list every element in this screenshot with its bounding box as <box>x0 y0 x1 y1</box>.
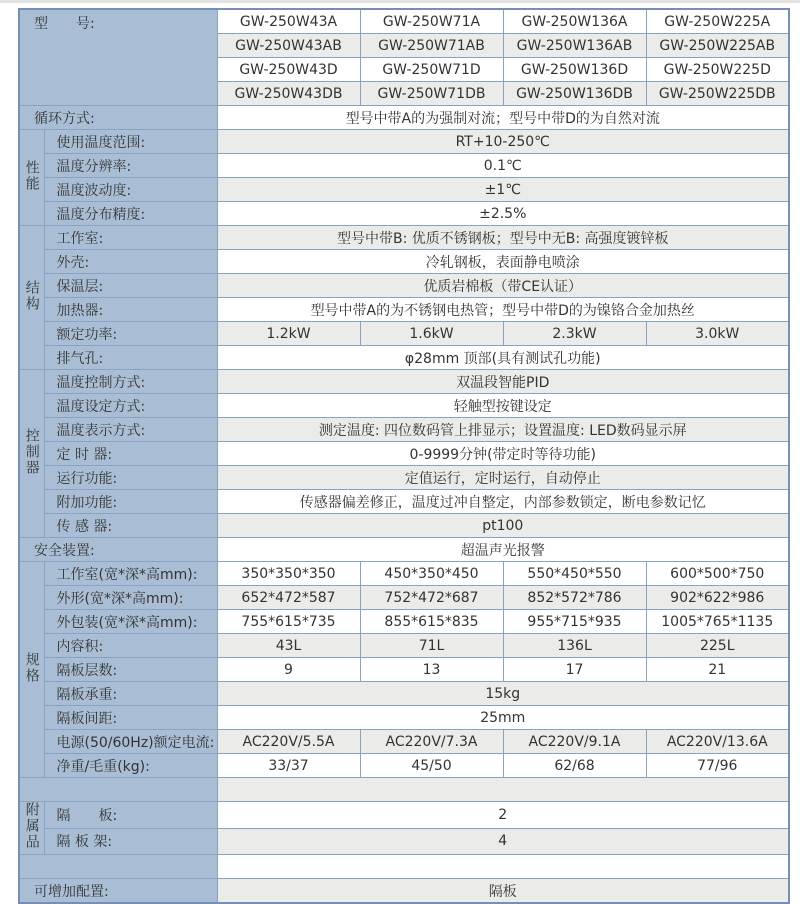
spec-row-label: 排气孔: <box>44 346 217 370</box>
spec-value: 1.2kW <box>217 322 360 346</box>
spec-value: 13 <box>360 658 503 682</box>
model-name: GW-250W136A <box>503 9 646 34</box>
spec-row-label: 附加功能: <box>44 490 217 514</box>
spec-value: ±2.5% <box>217 202 789 226</box>
spec-value: 定值运行，定时运行，自动停止 <box>217 466 789 490</box>
spec-value: 型号中带A的为不锈钢电热管；型号中带D的为镍铬合金加热丝 <box>217 298 789 322</box>
model-name: GW-250W225AB <box>646 34 789 58</box>
model-name: GW-250W71DB <box>360 82 503 106</box>
spec-value: 优质岩棉板（带CE认证） <box>217 274 789 298</box>
spec-value: 45/50 <box>360 754 503 778</box>
spec-row-label: 工作室(宽*深*高mm): <box>44 562 217 586</box>
spec-row-label: 隔板间距: <box>44 706 217 730</box>
spec-value: 2.3kW <box>503 322 646 346</box>
spec-value: 17 <box>503 658 646 682</box>
spec-row-label: 安全装置: <box>19 538 217 562</box>
model-name: GW-250W43AB <box>217 34 360 58</box>
spec-row-label: 加热器: <box>44 298 217 322</box>
model-name: GW-250W225D <box>646 58 789 82</box>
spec-row-label <box>19 855 217 879</box>
spec-value: 550*450*550 <box>503 562 646 586</box>
spec-value: RT+10-250℃ <box>217 130 789 154</box>
spec-row-label: 外壳: <box>44 250 217 274</box>
spec-row-label: 温度设定方式: <box>44 394 217 418</box>
spec-row-label: 保温层: <box>44 274 217 298</box>
spec-row-label: 内容积: <box>44 634 217 658</box>
row-group-label-text: 结构 <box>23 279 40 312</box>
model-name: GW-250W71AB <box>360 34 503 58</box>
model-name: GW-250W43D <box>217 58 360 82</box>
row-group-label-text: 性能 <box>23 159 40 192</box>
model-name: GW-250W43DB <box>217 82 360 106</box>
spec-value <box>217 778 789 802</box>
model-name: GW-250W43A <box>217 9 360 34</box>
spec-value: 855*615*835 <box>360 610 503 634</box>
spec-row-label: 外形(宽*深*高mm): <box>44 586 217 610</box>
spec-value: 1005*765*1135 <box>646 610 789 634</box>
row-group-label <box>19 802 44 855</box>
spec-value: AC220V/7.3A <box>360 730 503 754</box>
spec-value: 755*615*735 <box>217 610 360 634</box>
spec-row-label: 工作室: <box>44 226 217 250</box>
spec-value: 852*572*786 <box>503 586 646 610</box>
spec-value: 9 <box>217 658 360 682</box>
spec-row-label: 温度分辨率: <box>44 154 217 178</box>
spec-row-label: 定 时 器: <box>44 442 217 466</box>
model-name: GW-250W71D <box>360 58 503 82</box>
spec-value: 4 <box>217 828 789 855</box>
spec-value: 冷轧钢板，表面静电喷涂 <box>217 250 789 274</box>
spec-value <box>217 855 789 879</box>
row-group-label-text: 控制器 <box>23 427 40 476</box>
spec-row-label: 循环方式: <box>19 106 217 130</box>
spec-value: 136L <box>503 634 646 658</box>
spec-value: 2 <box>217 802 789 829</box>
model-name: GW-250W136AB <box>503 34 646 58</box>
spec-value: 轻触型按键设定 <box>217 394 789 418</box>
spec-row-label: 运行功能: <box>44 466 217 490</box>
spec-value: 62/68 <box>503 754 646 778</box>
spec-value: AC220V/5.5A <box>217 730 360 754</box>
spec-value: 隔板 <box>217 879 789 904</box>
spec-row-label <box>19 778 217 802</box>
spec-row-label: 净重/毛重(kg): <box>44 754 217 778</box>
spec-value: 型号中带A的为强制对流；型号中带D的为自然对流 <box>217 106 789 130</box>
spec-value: 43L <box>217 634 360 658</box>
spec-table <box>18 8 790 904</box>
spec-value: 双温段智能PID <box>217 370 789 394</box>
spec-value: 902*622*986 <box>646 586 789 610</box>
spec-row-label: 额定功率: <box>44 322 217 346</box>
row-group-label <box>19 226 44 370</box>
spec-value: 型号中带B: 优质不锈钢板；型号中无B: 高强度镀锌板 <box>217 226 789 250</box>
model-name: GW-250W136D <box>503 58 646 82</box>
spec-value: 752*472*687 <box>360 586 503 610</box>
spec-row-label: 隔 板: <box>44 802 217 829</box>
model-header-label: 型 号: <box>19 9 217 106</box>
spec-value: pt100 <box>217 514 789 538</box>
spec-value: 652*472*587 <box>217 586 360 610</box>
model-name: GW-250W225A <box>646 9 789 34</box>
spec-row-label: 隔 板 架: <box>44 828 217 855</box>
spec-value: 71L <box>360 634 503 658</box>
spec-value: ±1℃ <box>217 178 789 202</box>
model-name: GW-250W225DB <box>646 82 789 106</box>
spec-row-label: 外包装(宽*深*高mm): <box>44 610 217 634</box>
row-group-label <box>19 130 44 226</box>
spec-row-label: 电源(50/60Hz)额定电流: <box>44 730 217 754</box>
spec-row-label: 隔板承重: <box>44 682 217 706</box>
spec-value: 0.1℃ <box>217 154 789 178</box>
spec-row-label: 使用温度范围: <box>44 130 217 154</box>
page-top-divider <box>0 0 800 3</box>
spec-value: 0-9999分钟(带定时等待功能) <box>217 442 789 466</box>
spec-row-label: 温度控制方式: <box>44 370 217 394</box>
spec-value: 955*715*935 <box>503 610 646 634</box>
model-name: GW-250W71A <box>360 9 503 34</box>
spec-row-label: 隔板层数: <box>44 658 217 682</box>
spec-value: 25mm <box>217 706 789 730</box>
spec-value: φ28mm 顶部(具有测试孔功能) <box>217 346 789 370</box>
spec-value: 15kg <box>217 682 789 706</box>
row-group-label-text: 规格 <box>23 651 40 684</box>
spec-row-label: 温度波动度: <box>44 178 217 202</box>
spec-value: 21 <box>646 658 789 682</box>
spec-row-label: 温度分布精度: <box>44 202 217 226</box>
row-group-label-text: 附属品 <box>23 802 40 850</box>
spec-value: 33/37 <box>217 754 360 778</box>
spec-value: AC220V/9.1A <box>503 730 646 754</box>
spec-value: 450*350*450 <box>360 562 503 586</box>
row-group-label <box>19 370 44 538</box>
spec-value: 225L <box>646 634 789 658</box>
model-name: GW-250W136DB <box>503 82 646 106</box>
spec-value: 测定温度: 四位数码管上排显示；设置温度: LED数码显示屏 <box>217 418 789 442</box>
spec-value: 350*350*350 <box>217 562 360 586</box>
spec-value: 超温声光报警 <box>217 538 789 562</box>
spec-value: 3.0kW <box>646 322 789 346</box>
spec-value: 传感器偏差修正，温度过冲自整定，内部参数锁定，断电参数记忆 <box>217 490 789 514</box>
spec-value: 77/96 <box>646 754 789 778</box>
spec-value: 600*500*750 <box>646 562 789 586</box>
row-group-label <box>19 562 44 778</box>
spec-value: AC220V/13.6A <box>646 730 789 754</box>
spec-row-label: 传 感 器: <box>44 514 217 538</box>
spec-row-label: 温度表示方式: <box>44 418 217 442</box>
spec-row-label: 可增加配置: <box>19 879 217 904</box>
spec-value: 1.6kW <box>360 322 503 346</box>
